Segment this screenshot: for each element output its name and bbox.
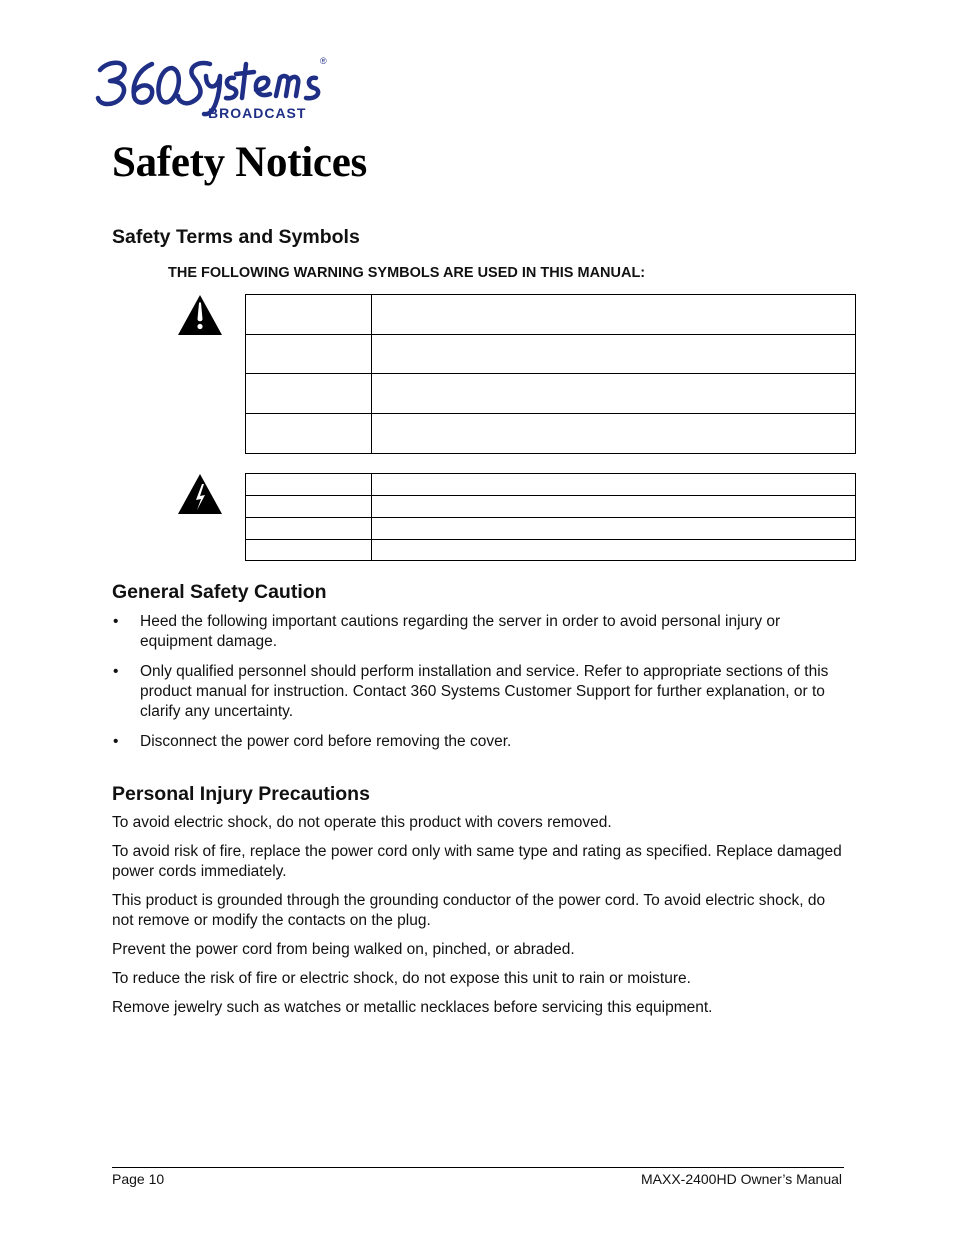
list-item <box>112 662 852 722</box>
table-cell <box>246 540 372 561</box>
table-row <box>246 414 856 454</box>
paragraph: To avoid electric shock, do not operate this product with covers removed. <box>112 814 612 831</box>
section-heading-general-caution: General Safety Caution <box>112 581 327 603</box>
list-item <box>112 612 852 652</box>
table-cell <box>246 518 372 540</box>
bullet-glyph: • <box>113 733 119 750</box>
table-cell <box>246 414 372 454</box>
table-row <box>246 474 856 496</box>
registered-mark: ® <box>320 56 327 66</box>
paragraph: To avoid risk of fire, replace the power cord only with same type and rating as specified. Replace damaged power cords immediately. <box>112 843 842 880</box>
table-cell <box>372 518 856 540</box>
table-cell <box>372 496 856 518</box>
table-row <box>246 295 856 335</box>
table-row <box>246 335 856 374</box>
list-item-text: Only qualified personnel should perform installation and service. Refer to appropriate sections of this product manual for instruction. Contact 360 Systems Customer Support for further explanation, or to clarify any uncertainty. <box>140 663 829 720</box>
caution-list <box>112 612 852 762</box>
paragraph: To reduce the risk of fire or electric shock, do not expose this unit to rain or moisture. <box>112 970 691 987</box>
table-row <box>246 540 856 561</box>
page-title: Safety Notices <box>112 139 367 186</box>
warning-symbol-table <box>245 294 856 454</box>
table-cell <box>246 335 372 374</box>
electric-shock-icon <box>176 472 224 516</box>
table-cell <box>372 295 856 335</box>
shock-symbol-table <box>245 473 856 561</box>
company-logo <box>94 50 328 122</box>
list-item-text: Disconnect the power cord before removing the cover. <box>140 733 512 750</box>
logo-tagline: BROADCAST <box>208 105 307 121</box>
table-cell <box>372 414 856 454</box>
table-cell <box>372 540 856 561</box>
table-cell <box>246 474 372 496</box>
list-item-text: Heed the following important cautions regarding the server in order to avoid personal injury or equipment damage. <box>140 613 781 650</box>
list-item <box>112 732 852 752</box>
paragraph: Remove jewelry such as watches or metallic necklaces before servicing this equipment. <box>112 999 713 1016</box>
table-row <box>246 496 856 518</box>
footer-divider <box>112 1167 844 1168</box>
bullet-glyph: • <box>113 613 119 630</box>
table-cell <box>372 335 856 374</box>
paragraph: Prevent the power cord from being walked on, pinched, or abraded. <box>112 941 575 958</box>
bullet-glyph: • <box>113 663 119 680</box>
warning-exclamation-icon <box>176 293 224 337</box>
table-row <box>246 518 856 540</box>
section-heading-safety-terms: Safety Terms and Symbols <box>112 226 360 248</box>
table-cell <box>372 474 856 496</box>
table-cell <box>372 374 856 414</box>
warning-symbols-subheading: THE FOLLOWING WARNING SYMBOLS ARE USED IN THIS MANUAL: <box>168 265 646 281</box>
table-cell <box>246 496 372 518</box>
table-cell <box>246 295 372 335</box>
table-row <box>246 374 856 414</box>
section-heading-injury-precautions: Personal Injury Precautions <box>112 783 370 805</box>
paragraph: This product is grounded through the grounding conductor of the power cord. To avoid electric shock, do not remove or modify the contacts on the plug. <box>112 892 826 929</box>
table-cell <box>246 374 372 414</box>
footer-page-number: Page 10 <box>112 1171 165 1187</box>
footer-manual-title: MAXX-2400HD Owner’s Manual <box>640 1171 842 1187</box>
